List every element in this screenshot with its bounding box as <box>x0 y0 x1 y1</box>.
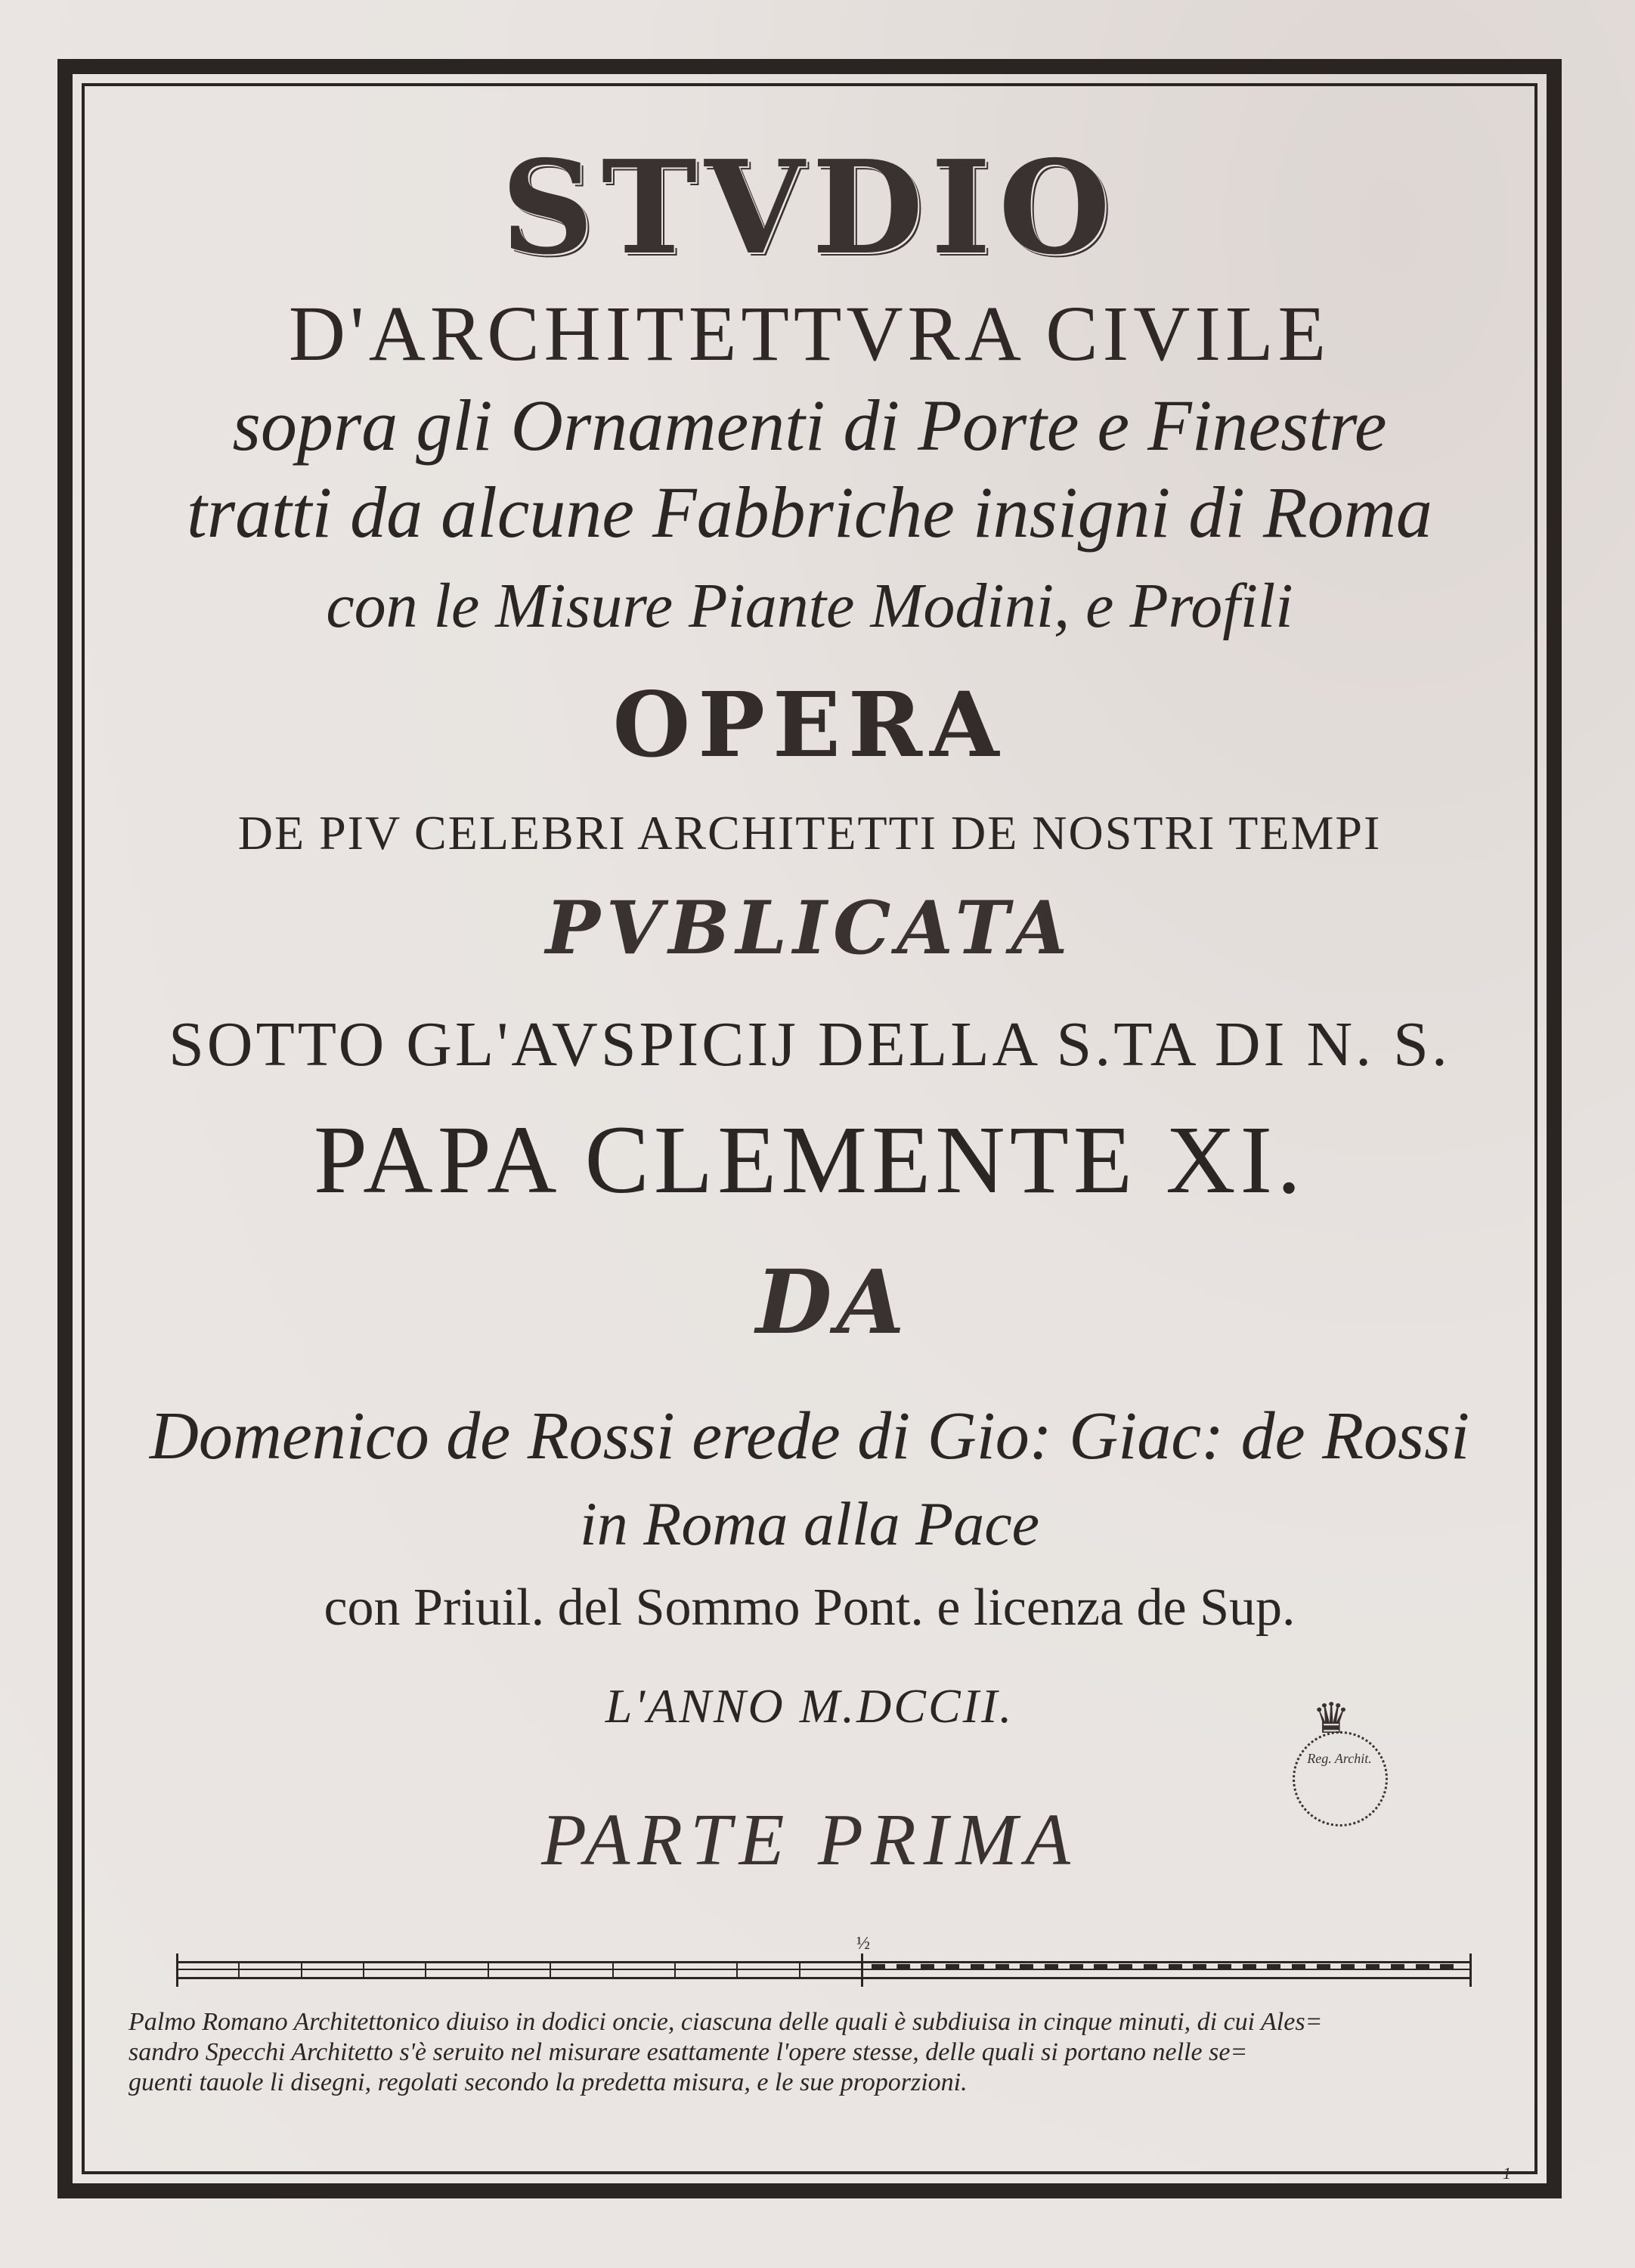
title-architettura-civile: D'ARCHITETTVRA CIVILE <box>288 290 1331 377</box>
subtitle-tratti: tratti da alcune Fabbriche insigni di Roma <box>187 472 1432 553</box>
scale-tick <box>736 1961 738 1979</box>
scale-dash <box>1292 1964 1305 1969</box>
stamp-oval-border <box>1293 1731 1388 1826</box>
scale-dash <box>946 1964 959 1969</box>
privilege-line: con Priuil. del Sommo Pont. e licenza de Sup. <box>324 1579 1296 1637</box>
scale-dash <box>872 1964 885 1969</box>
scale-dash <box>1119 1964 1132 1969</box>
scale-bar-midline <box>176 1969 1472 1970</box>
line-sotto-auspicij: SOTTO GL'AVSPICIJ DELLA S.TA DI N. S. <box>169 1009 1451 1080</box>
scale-dash <box>921 1964 934 1969</box>
year-line: L'ANNO M.DCCII. <box>605 1679 1014 1733</box>
scale-dash <box>1218 1964 1231 1969</box>
subtitle-ornamenti: sopra gli Ornamenti di Porte e Finestre <box>232 385 1387 466</box>
scale-tick <box>301 1961 302 1979</box>
scale-tick <box>425 1961 426 1979</box>
scale-dash <box>1020 1964 1033 1969</box>
scale-dash <box>896 1964 910 1969</box>
scale-tick <box>799 1961 800 1979</box>
scale-dash <box>1416 1964 1429 1969</box>
scale-dash <box>1070 1964 1083 1969</box>
crown-icon: ♛ <box>1312 1694 1351 1743</box>
heading-da: DA <box>756 1251 909 1354</box>
scale-tick <box>612 1961 614 1979</box>
palmo-scale-bar <box>176 1934 1472 1994</box>
scale-half-label: ½ <box>856 1934 870 1954</box>
scale-end-right <box>1469 1954 1472 1987</box>
scale-dash <box>1193 1964 1206 1969</box>
scale-dash <box>1267 1964 1280 1969</box>
scale-dash <box>1169 1964 1182 1969</box>
scale-tick <box>550 1961 551 1979</box>
scale-tick <box>363 1961 364 1979</box>
line-celebri-architetti: DE PIV CELEBRI ARCHITETTI DE NOSTRI TEMPI <box>237 806 1382 860</box>
subtitle-misure: con le Misure Piante Modini, e Profili <box>326 571 1293 641</box>
publisher-location: in Roma alla Pace <box>579 1489 1040 1558</box>
scale-dash <box>1366 1964 1380 1969</box>
scale-dash <box>1440 1964 1454 1969</box>
caption-line-1: Palmo Romano Architettonico diuiso in dodici oncie, ciascuna delle quali è subdiuisa in cinque minuti, di cui Ales= <box>129 2008 1323 2036</box>
scale-dash <box>1391 1964 1404 1969</box>
page-number: 1 <box>1503 2164 1511 2183</box>
scale-dash <box>1094 1964 1107 1969</box>
heading-publicata: PVBLICATA <box>545 885 1074 971</box>
library-stamp <box>1285 1690 1391 1826</box>
stamp-text: Reg. Archit. <box>1307 1751 1372 1766</box>
scale-midpoint <box>861 1954 863 1987</box>
scale-tick <box>488 1961 489 1979</box>
title-studio: STVDIO <box>500 132 1119 284</box>
scale-end-left <box>176 1954 178 1987</box>
caption-line-2: sandro Specchi Architetto s'è seruito nel misurare esattamente l'opere stesse, delle quali si portano nelle se= <box>129 2038 1248 2066</box>
scale-dash <box>1317 1964 1330 1969</box>
scale-tick <box>674 1961 676 1979</box>
scale-caption <box>129 2007 1489 2098</box>
line-papa-clemente: PAPA CLEMENTE XI. <box>313 1106 1306 1213</box>
caption-line-3: guenti tauole li disegni, regolati secondo la predetta misura, e le sue proporzioni. <box>129 2068 968 2096</box>
scale-tick <box>238 1961 240 1979</box>
part-heading: PARTE PRIMA <box>541 1799 1078 1881</box>
scale-dash <box>1045 1964 1058 1969</box>
scale-dash <box>971 1964 984 1969</box>
scale-dash <box>1341 1964 1355 1969</box>
scale-dash <box>1144 1964 1157 1969</box>
scale-dash <box>996 1964 1009 1969</box>
publisher-domenico-de-rossi: Domenico de Rossi erede di Gio: Giac: de Rossi <box>149 1399 1470 1473</box>
scale-dash <box>1243 1964 1256 1969</box>
heading-opera: OPERA <box>612 672 1007 777</box>
